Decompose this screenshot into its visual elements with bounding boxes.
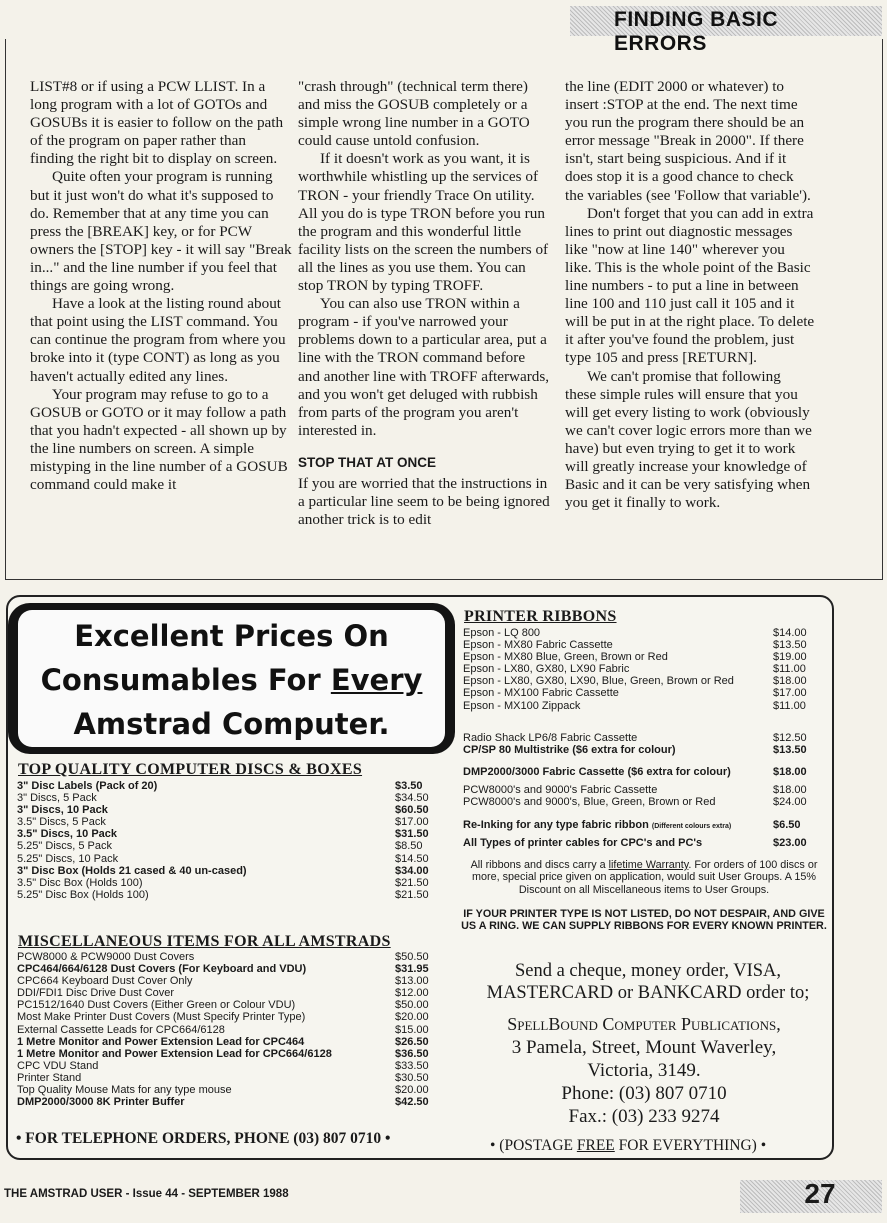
paragraph: Your program may refuse to go to a GOSUB or GOTO or it may follow a path that you hadn't expected - all shown up by the line numbers on screen. A simple mistyping in the line number of a GOSUB command could make it bbox=[30, 385, 288, 494]
ribbons-price-list bbox=[463, 627, 815, 712]
item-price: $34.00 bbox=[395, 864, 429, 877]
item-price: $42.50 bbox=[395, 1096, 429, 1109]
item-price: $11.00 bbox=[773, 663, 806, 676]
price-row bbox=[17, 1060, 437, 1072]
ribbons-price-list-4 bbox=[463, 784, 815, 808]
item-price: $50.00 bbox=[395, 999, 429, 1012]
item-note: (Different colours extra) bbox=[651, 823, 732, 830]
item-name: PCW8000's and 9000's, Blue, Green, Brown or Red bbox=[463, 796, 716, 809]
company-address bbox=[460, 1013, 828, 1128]
price-row bbox=[463, 744, 815, 756]
item-price: $24.00 bbox=[773, 796, 807, 809]
item-price: $8.50 bbox=[395, 840, 423, 853]
misc-price-list bbox=[17, 951, 437, 1108]
price-row bbox=[463, 627, 815, 639]
item-name: 3" Discs, 5 Pack bbox=[17, 792, 97, 805]
banner-line: Excellent Prices On bbox=[74, 619, 389, 653]
price-row bbox=[463, 651, 815, 663]
price-row bbox=[17, 1011, 437, 1023]
item-price: $18.00 bbox=[773, 675, 807, 688]
item-price: $20.00 bbox=[395, 1011, 429, 1024]
item-name: Top Quality Mouse Mats for any type mouse bbox=[17, 1084, 232, 1097]
item-name: 3.5" Discs, 10 Pack bbox=[17, 828, 118, 841]
discs-price-list bbox=[17, 780, 437, 901]
reink-row bbox=[463, 819, 815, 833]
price-row bbox=[17, 840, 437, 852]
price-row bbox=[463, 732, 815, 744]
item-price: $18.00 bbox=[773, 784, 807, 796]
price-row bbox=[17, 987, 437, 999]
item-price: $30.50 bbox=[395, 1071, 429, 1084]
price-row bbox=[463, 687, 815, 699]
item-price: $14.00 bbox=[773, 627, 807, 639]
paragraph: Quite often your program is running but it just won't do what it's supposed to do. Remember that at any time you can press the [BREAK] key, or for PCW owners the [STOP] key - it will say "Break in..." and the line number if you feel that things are going wrong. bbox=[30, 168, 292, 295]
discs-heading: TOP QUALITY COMPUTER DISCS & BOXES bbox=[18, 761, 363, 778]
item-name: Epson - MX100 Fabric Cassette bbox=[463, 687, 619, 700]
item-price: $13.00 bbox=[395, 975, 429, 988]
price-row bbox=[17, 963, 437, 975]
postage-note: • (POSTAGE FREE FOR EVERYTHING) • bbox=[490, 1137, 767, 1154]
banner-line: Amstrad Computer. bbox=[73, 707, 390, 741]
item-price: $34.50 bbox=[395, 792, 429, 805]
order-instructions: Send a cheque, money order, VISA, MASTERCARD or BANKCARD order to; bbox=[486, 961, 810, 1003]
ribbons-price-list-2 bbox=[463, 732, 815, 756]
item-name: 5.25" Discs, 5 Pack bbox=[17, 840, 112, 853]
item-name: Radio Shack LP6/8 Fabric Cassette bbox=[463, 732, 638, 744]
item-price: $6.50 bbox=[773, 819, 801, 831]
article-column-3 bbox=[565, 78, 815, 512]
item-name: CPC464/664/6128 Dust Covers (For Keyboard and VDU) bbox=[17, 963, 307, 976]
paragraph: LIST#8 or if using a PCW LLIST. In a long program with a lot of GOTOs and GOSUBs it is easier to follow on the path of the program on paper rather than finding the right bit to display on screen. bbox=[30, 78, 284, 168]
item-name: CP/SP 80 Multistrike ($6 extra for colour) bbox=[463, 744, 676, 757]
cables-row bbox=[463, 837, 815, 849]
printer-note: IF YOUR PRINTER TYPE IS NOT LISTED, DO NOT DESPAIR, AND GIVE US A RING. WE CAN SUPPLY RIBBONS FOR EVERY KNOWN PRINTER. bbox=[461, 908, 827, 933]
paragraph: If it doesn't work as you want, it is worthwhile whistling up the services of TRON - your friendly Trace On utility. All you do is type TRON before you run the program and this wonderful little facility lists on the screen the numbers of all the lines as you use them. You can stop TRON by typing TROFF. bbox=[298, 150, 549, 295]
item-price: $15.00 bbox=[395, 1023, 429, 1036]
price-row bbox=[17, 780, 437, 792]
price-row bbox=[463, 675, 815, 687]
item-name: Most Make Printer Dust Covers (Must Specify Printer Type) bbox=[17, 1011, 306, 1024]
price-row bbox=[17, 1036, 437, 1048]
item-price: $31.50 bbox=[395, 828, 429, 841]
subheading: STOP THAT AT ONCE bbox=[298, 454, 437, 470]
ad-banner-text bbox=[18, 610, 445, 747]
warranty-note: All ribbons and discs carry a lifetime Warranty. For orders of 100 discs or more, special price given on application, would suit User Groups. A 15% Discount on all Miscellaneous items to User Groups. bbox=[470, 859, 818, 896]
item-name: All Types of printer cables for CPC's and PC's bbox=[463, 837, 703, 849]
item-name: 1 Metre Monitor and Power Extension Lead for CPC464 bbox=[17, 1035, 305, 1048]
item-name: PCW8000 & PCW9000 Dust Covers bbox=[17, 951, 195, 963]
item-name: Epson - MX80 Fabric Cassette bbox=[463, 639, 613, 652]
item-name: 3.5" Discs, 5 Pack bbox=[17, 816, 106, 829]
misc-heading: MISCELLANEOUS ITEMS FOR ALL AMSTRADS bbox=[18, 933, 391, 950]
price-row bbox=[17, 828, 437, 840]
price-row bbox=[463, 766, 815, 778]
item-name: 5.25" Disc Box (Holds 100) bbox=[17, 888, 149, 901]
paragraph: "crash through" (technical term there) and miss the GOSUB completely or a simple wrong line number in a GOTO could cause untold confusion. bbox=[298, 78, 530, 150]
price-row bbox=[17, 889, 437, 901]
item-name: Epson - LQ 800 bbox=[463, 627, 541, 639]
price-row bbox=[17, 877, 437, 889]
item-price: $21.50 bbox=[395, 888, 429, 901]
item-name: Epson - LX80, GX80, LX90, Blue, Green, Brown or Red bbox=[463, 675, 734, 688]
price-row bbox=[463, 663, 815, 675]
price-row bbox=[463, 784, 815, 796]
item-price: $3.50 bbox=[395, 780, 423, 792]
price-row bbox=[17, 792, 437, 804]
price-row bbox=[17, 1048, 437, 1060]
item-price: $13.50 bbox=[773, 744, 807, 757]
price-row bbox=[17, 804, 437, 816]
paragraph: Have a look at the listing round about that point using the LIST command. You can continue the program from where you broke into it (type CONT) as long as you haven't actually edited any lines. bbox=[30, 295, 286, 385]
section-title: FINDING BASIC ERRORS bbox=[614, 8, 778, 55]
item-price: $13.50 bbox=[773, 639, 807, 652]
price-row bbox=[463, 796, 815, 808]
paragraph: You can also use TRON within a program - if you've narrowed your problems down to a particular area, put a line with the TRON command before and another line with TROFF afterwards, and you won't get deluged with rubbish from parts of the program you aren't interested in. bbox=[298, 295, 550, 439]
company-name: SpellBound Computer Publications, bbox=[507, 1014, 781, 1034]
item-name: Epson - LX80, GX80, LX90 Fabric bbox=[463, 663, 630, 676]
item-name: PC1512/1640 Dust Covers (Either Green or Colour VDU) bbox=[17, 999, 296, 1012]
item-name: CPC VDU Stand bbox=[17, 1059, 99, 1072]
paragraph: the line (EDIT 2000 or whatever) to insert :STOP at the end. The next time you run the program there should be an error message "Break in 2000". If there isn't, start being suspicious. And if it does stop it is a good chance to check the variables (see 'Follow that variable'). bbox=[565, 78, 811, 204]
item-price: $31.95 bbox=[395, 963, 429, 976]
ribbons-price-list-3 bbox=[463, 766, 815, 778]
paragraph: Don't forget that you can add in extra lines to print out diagnostic messages like "now at line 140" wherever you like. This is the whole point of the Basic line numbers - to put a line in between line 100 and 110 just call it 105 and it will be put in at the right place. To delete it after you've found the problem, just type 105 and press [RETURN]. bbox=[565, 204, 815, 367]
price-row bbox=[17, 1084, 437, 1096]
item-price: $12.50 bbox=[773, 732, 807, 744]
phone-number: Phone: (03) 807 0710 bbox=[561, 1083, 727, 1104]
item-name: DDI/FDI1 Disc Drive Dust Cover bbox=[17, 987, 175, 1000]
article-column-2 bbox=[298, 78, 550, 529]
item-price: $36.50 bbox=[395, 1047, 429, 1060]
city: Victoria, 3149. bbox=[587, 1060, 701, 1081]
item-price: $23.00 bbox=[773, 837, 807, 849]
price-row bbox=[17, 951, 437, 963]
item-name: DMP2000/3000 8K Printer Buffer bbox=[17, 1096, 185, 1109]
item-name: Epson - MX80 Blue, Green, Brown or Red bbox=[463, 651, 668, 664]
item-name: CPC664 Keyboard Dust Cover Only bbox=[17, 975, 193, 988]
item-name: Printer Stand bbox=[17, 1071, 82, 1084]
item-name: 5.25" Discs, 10 Pack bbox=[17, 852, 119, 865]
price-row bbox=[17, 1024, 437, 1036]
fax-number: Fax.: (03) 233 9274 bbox=[568, 1106, 720, 1127]
item-price: $19.00 bbox=[773, 651, 807, 664]
item-price: $50.50 bbox=[395, 951, 429, 963]
item-price: $17.00 bbox=[395, 816, 429, 829]
price-row bbox=[17, 999, 437, 1011]
price-row bbox=[17, 1072, 437, 1084]
item-price: $18.00 bbox=[773, 766, 807, 778]
item-price: $60.50 bbox=[395, 804, 429, 817]
item-price: $17.00 bbox=[773, 687, 807, 700]
item-name: 3" Disc Box (Holds 21 cased & 40 un-cased) bbox=[17, 864, 247, 877]
ad-banner bbox=[8, 603, 455, 754]
price-row bbox=[17, 1096, 437, 1108]
price-row bbox=[17, 853, 437, 865]
item-name: External Cassette Leads for CPC664/6128 bbox=[17, 1023, 225, 1036]
banner-line: Consumables For Every bbox=[40, 663, 423, 697]
item-name: Epson - MX100 Zippack bbox=[463, 699, 581, 712]
item-name: Re-Inking for any type fabric ribbon bbox=[463, 819, 649, 831]
price-row bbox=[463, 639, 815, 651]
page-number: 27 bbox=[804, 1178, 836, 1209]
paragraph: If you are worried that the instructions in a particular line seem to be being ignored another trick is to edit bbox=[298, 474, 550, 529]
article-column-1 bbox=[30, 78, 292, 494]
item-name: PCW8000's and 9000's Fabric Cassette bbox=[463, 784, 658, 796]
price-row bbox=[17, 975, 437, 987]
price-row bbox=[17, 816, 437, 828]
item-price: $26.50 bbox=[395, 1035, 429, 1048]
item-price: $20.00 bbox=[395, 1084, 429, 1097]
price-row bbox=[17, 865, 437, 877]
price-row bbox=[463, 700, 815, 712]
item-name: 3.5" Disc Box (Holds 100) bbox=[17, 876, 143, 889]
item-name: DMP2000/3000 Fabric Cassette ($6 extra for colour) bbox=[463, 766, 731, 778]
ribbons-heading: PRINTER RIBBONS bbox=[464, 608, 617, 625]
item-price: $21.50 bbox=[395, 876, 429, 889]
item-price: $12.00 bbox=[395, 987, 429, 1000]
telephone-orders: • FOR TELEPHONE ORDERS, PHONE (03) 807 0710 • bbox=[16, 1130, 391, 1147]
paragraph: We can't promise that following these simple rules will ensure that you will get every listing to work (obviously we can't cover logic errors more than we have) but even trying to get it to work will greatly increase your knowledge of Basic and it can be very satisfying when you get it finally to work. bbox=[565, 367, 812, 512]
item-name: 1 Metre Monitor and Power Extension Lead for CPC664/6128 bbox=[17, 1047, 332, 1060]
footer-issue: THE AMSTRAD USER - Issue 44 - SEPTEMBER 1988 bbox=[4, 1188, 289, 1200]
item-name: 3" Discs, 10 Pack bbox=[17, 804, 108, 817]
item-price: $11.00 bbox=[773, 699, 806, 712]
item-price: $14.50 bbox=[395, 852, 429, 865]
street: 3 Pamela, Street, Mount Waverley, bbox=[511, 1037, 777, 1058]
item-price: $33.50 bbox=[395, 1059, 429, 1072]
item-name: 3" Disc Labels (Pack of 20) bbox=[17, 780, 158, 792]
